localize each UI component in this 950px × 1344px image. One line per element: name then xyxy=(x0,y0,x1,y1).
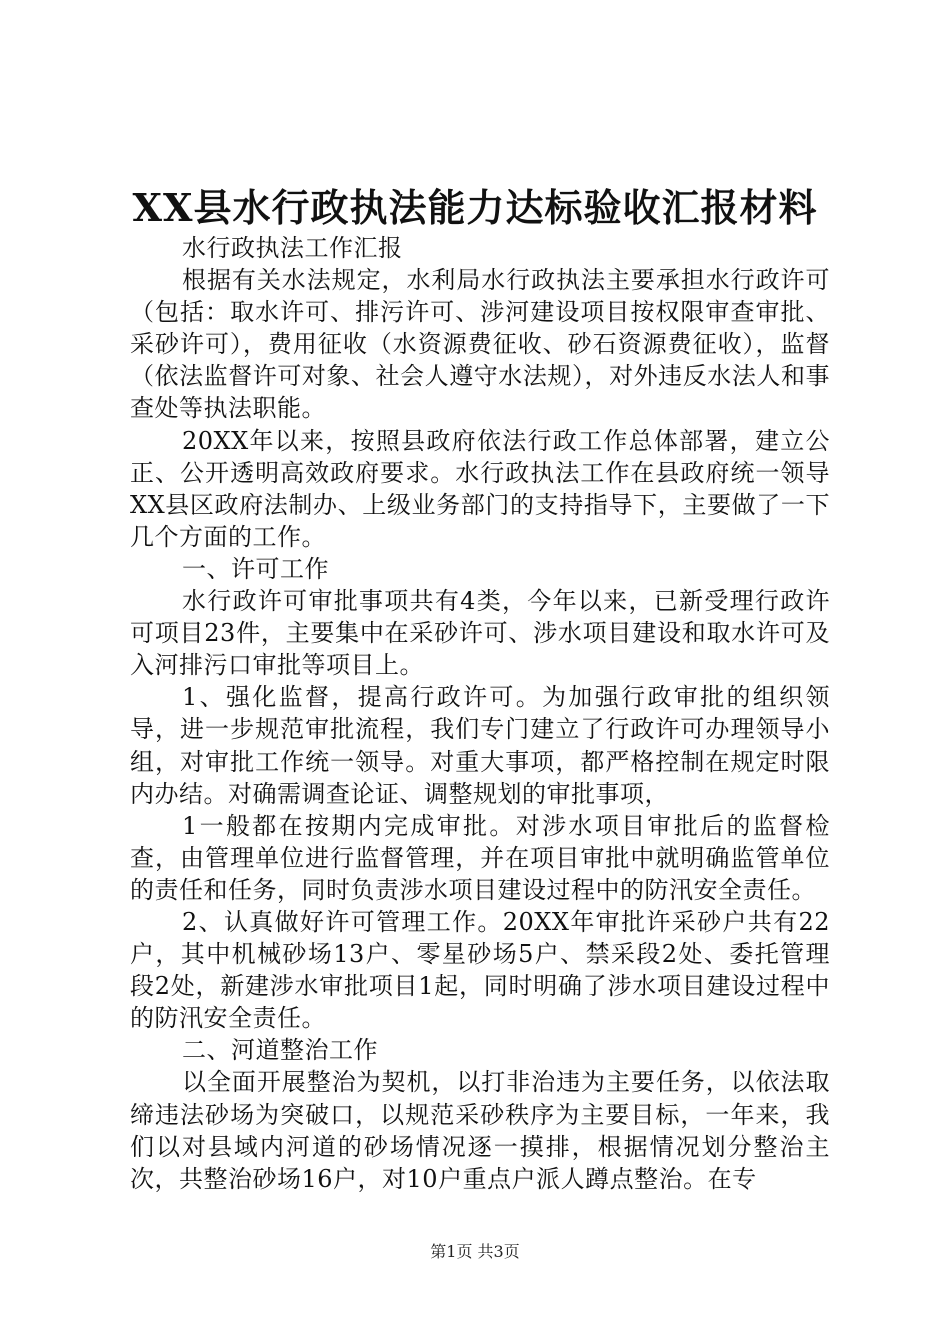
paragraph-permit-items: 水行政许可审批事项共有4类，今年以来，已新受理行政许可项目23件，主要集中在采砂许可、涉水项目建设和取水许可及入河排污口审批等项目上。 xyxy=(130,587,830,680)
document-body xyxy=(130,232,830,1195)
paragraph-duties: 根据有关水法规定，水利局水行政执法主要承担水行政许可（包括：取水许可、排污许可、涉河建设项目按权限审查审批、采砂许可），费用征收（水资源费征收、砂石资源费征收），监督（依法监督许可对象、社会人遵守水法规），对外违反水法人和事查处等执法职能。 xyxy=(130,266,830,423)
paragraph-river-regulation: 以全面开展整治为契机，以打非治违为主要任务，以依法取缔违法砂场为突破口，以规范采砂秩序为主要目标，一年来，我们以对县域内河道的砂场情况逐一摸排，根据情况划分整治主次，共整治砂场16户，对10户重点户派人蹲点整治。在专 xyxy=(130,1068,830,1193)
paragraph-approval-timing: 1一般都在按期内完成审批。对涉水项目审批后的监督检查，由管理单位进行监督管理，并在项目审批中就明确监管单位的责任和任务，同时负责涉水项目建设过程中的防汛安全责任。 xyxy=(130,811,830,904)
paragraph-supervision: 1、强化监督，提高行政许可。为加强行政审批的组织领导，进一步规范审批流程，我们专门建立了行政许可办理领导小组，对审批工作统一领导。对重大事项，都严格控制在规定时限内办结。对确需调查论证、调整规划的审批事项， xyxy=(130,683,830,808)
document-title: XX县水行政执法能力达标验收汇报材料 xyxy=(132,185,818,230)
section-heading-river-regulation: 二、河道整治工作 xyxy=(182,1036,378,1065)
paragraph-overview: 20XX年以来，按照县政府依法行政工作总体部署，建立公正、公开透明高效政府要求。水行政执法工作在县政府统一领导XX县区政府法制办、上级业务部门的支持指导下，主要做了一下几个方面的工作。 xyxy=(130,426,830,551)
section-heading-permits: 一、许可工作 xyxy=(182,554,329,583)
page-footer: 第1页 共3页 xyxy=(430,1242,520,1261)
paragraph-report-subtitle: 水行政执法工作汇报 xyxy=(182,234,403,262)
paragraph-permit-management: 2、认真做好许可管理工作。20XX年审批许采砂户共有22户，其中机械砂场13户、零星砂场5户、禁采段2处、委托管理段2处，新建涉水审批项目1起，同时明确了涉水项目建设过程中的防汛安全责任。 xyxy=(130,907,830,1033)
